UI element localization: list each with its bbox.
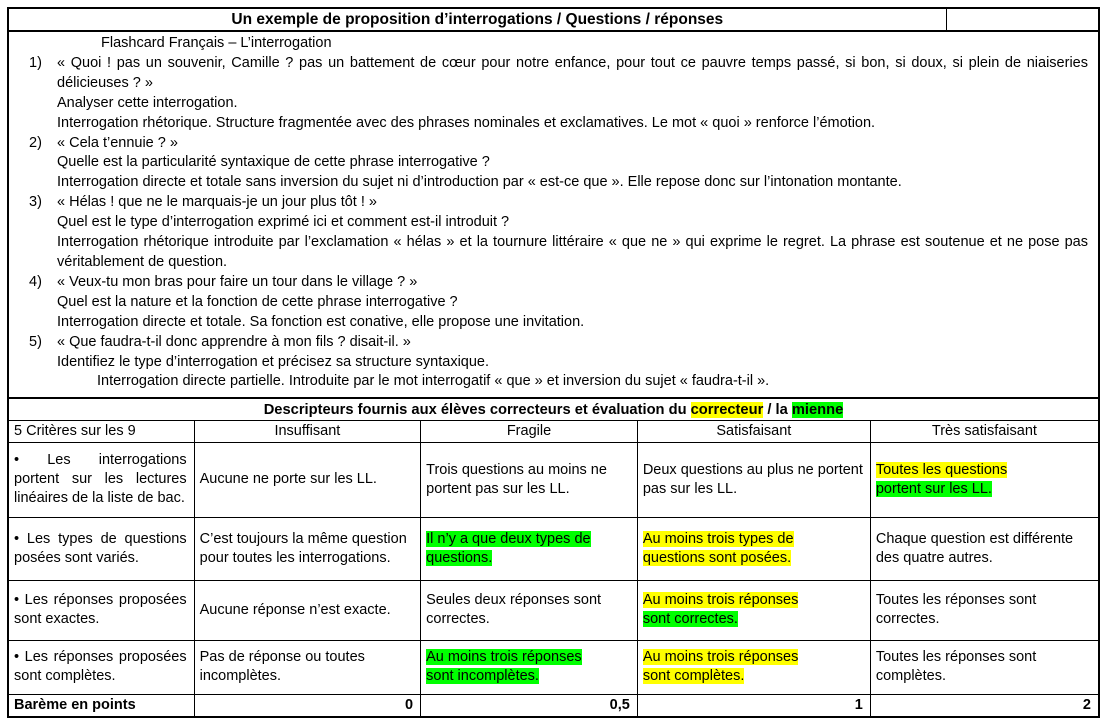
flashcard-heading: Flashcard Français – L’interrogation (101, 35, 332, 51)
descriptor-cell (194, 640, 421, 694)
title-row (9, 9, 1098, 32)
descriptor-cell (421, 640, 638, 694)
item-number: 1) (29, 54, 42, 71)
descriptor-cell (194, 580, 421, 640)
item-number: 3) (29, 194, 42, 211)
criterion-cell: • Les interrogations portent sur les lectures linéaires de la liste de bac. (9, 442, 194, 517)
item-body (57, 333, 1088, 393)
item-line: Interrogation rhétorique introduite par l’exclamation « hélas » et la tournure littéraire « que ne » qui exprime le regret. La phrase est soutenue et ne pose pas véritablement de question. (57, 234, 1088, 270)
text-segment: Deux questions au plus ne portent pas sur les LL. (642, 461, 863, 497)
text-segment: Aucune réponse n’est exacte. (199, 601, 391, 618)
highlighted-text: Toutes les questions (875, 461, 1008, 478)
rubric-row (9, 580, 1098, 640)
scale-value: 0 (194, 694, 421, 716)
rubric-row (9, 517, 1098, 580)
item-line: Interrogation rhétorique. Structure fragmentée avec des phrases nominales et exclamatives. Le mot « quoi » renforce l’émotion. (57, 114, 876, 131)
descriptor-cell (870, 640, 1098, 694)
highlighted-text: sont complètes. (642, 668, 745, 684)
item-number: 5) (29, 333, 42, 350)
criterion-cell: • Les réponses proposées sont exactes. (9, 580, 194, 640)
item-line: « Cela t’ennuie ? » (57, 134, 178, 151)
criterion-cell: • Les types de questions posées sont variés. (9, 517, 194, 580)
item-line: « Hélas ! que ne le marquais-je un jour plus tôt ! » (57, 194, 377, 211)
column-header: Très satisfaisant (870, 420, 1098, 442)
item-body (57, 134, 1088, 194)
highlighted-text: questions. (426, 549, 493, 566)
criterion-cell: • Les réponses proposées sont complètes. (9, 640, 194, 694)
rubric-row (9, 442, 1098, 517)
item-line: Quelle est la particularité syntaxique de cette phrase interrogative ? (57, 154, 490, 171)
text-segment: Trois questions au moins ne portent pas sur les LL. (426, 461, 607, 497)
highlighted-text: Au moins trois réponses (426, 649, 582, 665)
highlighted-text: Au moins trois types de (642, 530, 794, 547)
text-segment: Descripteurs fournis aux élèves correcteurs et évaluation du (263, 401, 691, 418)
item-number: 2) (29, 134, 42, 151)
scale-label: Barème en points (9, 694, 194, 716)
item-line: Interrogation directe et totale. Sa fonction est conative, elle propose une invitation. (57, 313, 585, 330)
item-line: « Veux-tu mon bras pour faire un tour dans le village ? » (57, 273, 418, 290)
text-segment: Aucune ne porte sur les LL. (199, 471, 377, 487)
descriptor-cell (870, 580, 1098, 640)
descriptor-cell (194, 442, 421, 517)
descriptor-cell (421, 517, 638, 580)
column-header: Fragile (421, 420, 638, 442)
descriptor-cell (637, 517, 870, 580)
text-segment: Toutes les réponses sont complètes. (875, 649, 1037, 684)
descriptor-cell (421, 442, 638, 517)
highlighted-text: correcteur (690, 401, 764, 418)
flashcard-items (19, 54, 1088, 392)
column-header: Insuffisant (194, 420, 421, 442)
item-body (57, 193, 1088, 273)
item-line: « Que faudra-t-il donc apprendre à mon fils ? disait-il. » (57, 333, 411, 350)
document (7, 7, 1100, 718)
item-body (57, 273, 1088, 333)
item-body (57, 54, 1088, 134)
flashcard-item (19, 134, 1088, 194)
text-segment: Chaque question est différente des quatre autres. (875, 530, 1074, 566)
highlighted-text: mienne (791, 401, 844, 418)
rubric-table-body (9, 420, 1098, 716)
flashcard-item (19, 193, 1088, 273)
descriptor-cell (637, 640, 870, 694)
item-line: Quel est la nature et la fonction de cette phrase interrogative ? (57, 293, 458, 310)
descriptor-cell (870, 517, 1098, 580)
text-segment: Seules deux réponses sont correctes. (426, 592, 602, 627)
text-segment: Toutes les réponses sont correctes. (875, 592, 1037, 627)
highlighted-text: Au moins trois réponses (642, 592, 799, 608)
item-line: Quel est le type d’interrogation exprimé ici et comment est-il introduit ? (57, 214, 510, 231)
flashcard-item (19, 273, 1088, 333)
scale-value: 1 (637, 694, 870, 716)
highlighted-text: sont incomplètes. (426, 668, 539, 684)
flashcard-item (19, 333, 1088, 393)
highlighted-text: sont correctes. (642, 611, 738, 627)
scale-row (9, 694, 1098, 716)
highlighted-text: Au moins trois réponses (642, 649, 799, 665)
descriptor-cell (637, 580, 870, 640)
highlighted-text: Il n’y a que deux types de (426, 530, 591, 547)
flashcard-section (9, 32, 1098, 397)
item-line: Interrogation directe partielle. Introduite par le mot interrogatif « que » et inversion du sujet « faudra-t-il ». (97, 373, 770, 390)
highlighted-text: questions sont posées. (642, 549, 792, 566)
descriptor-cell (870, 442, 1098, 517)
page-title: Un exemple de proposition d’interrogations / Questions / réponses (231, 10, 724, 28)
scale-value: 2 (870, 694, 1098, 716)
text-segment: Pas de réponse ou toutes incomplètes. (199, 649, 365, 684)
descriptor-cell (637, 442, 870, 517)
item-line: Interrogation directe et totale sans inversion du sujet ni d’introduction par « est-ce que ». Elle repose donc sur l’intonation montante. (57, 174, 902, 191)
highlighted-text: portent sur les LL. (875, 480, 992, 497)
descriptors-banner (9, 397, 1098, 420)
item-line: Identifiez le type d’interrogation et précisez sa structure syntaxique. (57, 353, 490, 370)
item-number: 4) (29, 273, 42, 290)
rubric-header-row (9, 420, 1098, 442)
descriptor-cell (194, 517, 421, 580)
column-header: Satisfaisant (637, 420, 870, 442)
scale-value: 0,5 (421, 694, 638, 716)
column-header: 5 Critères sur les 9 (9, 420, 194, 442)
item-line: Analyser cette interrogation. (57, 94, 238, 111)
flashcard-item (19, 54, 1088, 134)
item-line: « Quoi ! pas un souvenir, Camille ? pas un battement de cœur pour notre enfance, pour tout ce pauvre temps passé, si bon, si doux, si plein de niaiseries délicieuses ? » (57, 54, 1088, 91)
title-side-cell (946, 9, 1098, 30)
rubric-row (9, 640, 1098, 694)
rubric-table (9, 420, 1098, 717)
text-segment: / la (763, 401, 792, 418)
text-segment: C’est toujours la même question pour toutes les interrogations. (199, 530, 407, 566)
descriptor-cell (421, 580, 638, 640)
